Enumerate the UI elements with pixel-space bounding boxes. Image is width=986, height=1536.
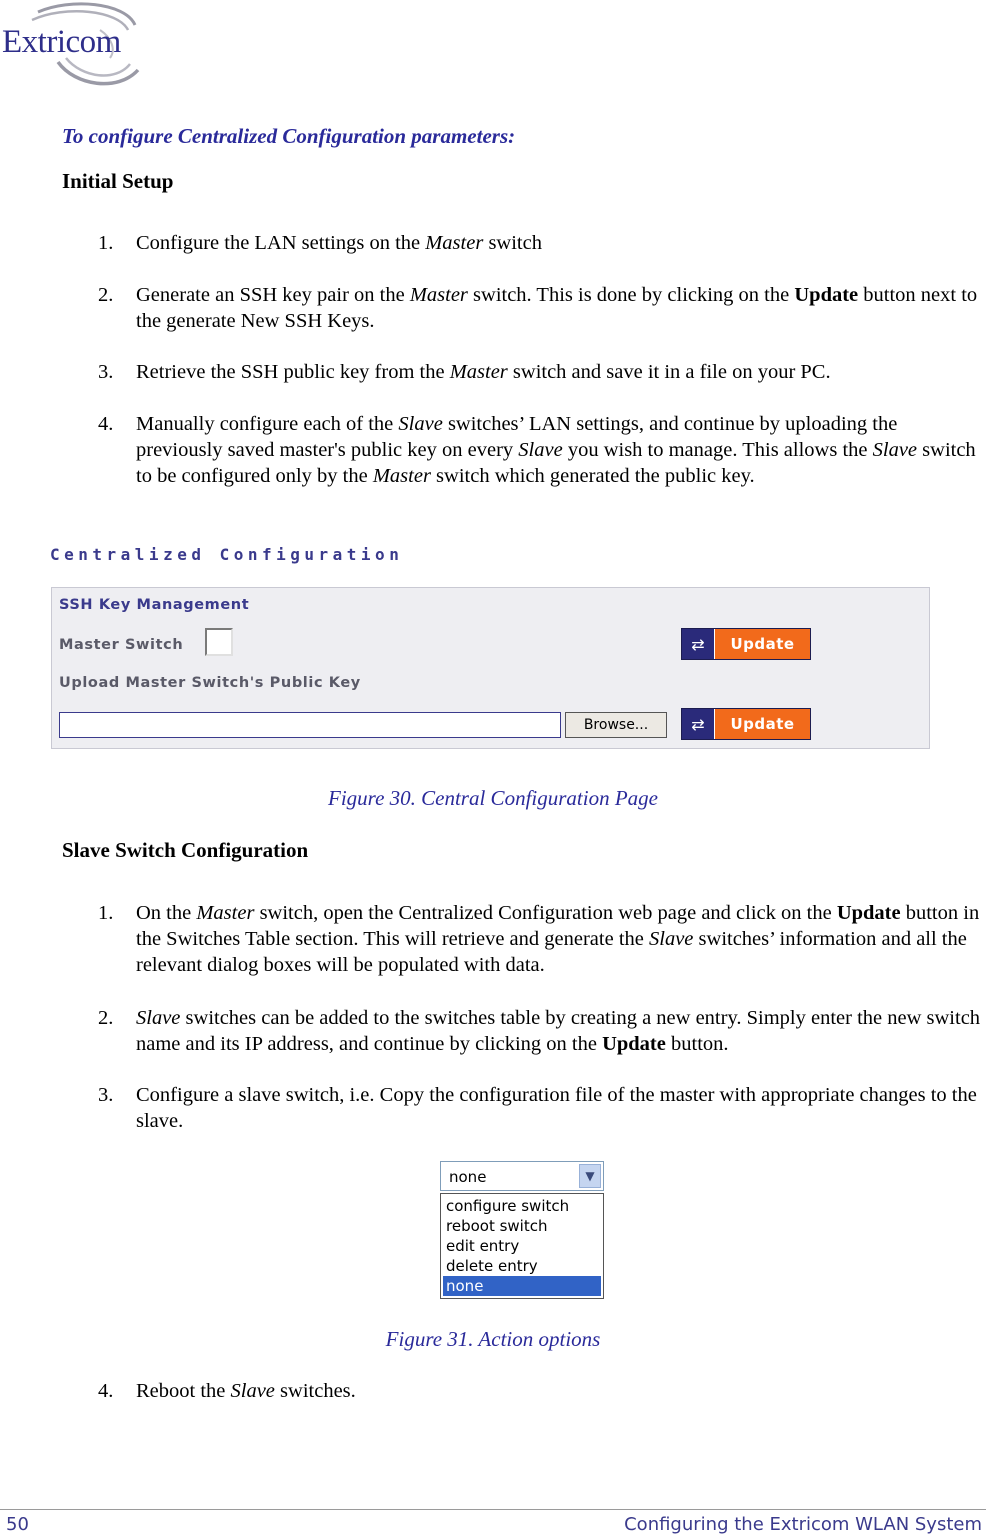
action-select-value: none (449, 1168, 487, 1186)
update-button-label: Update (715, 709, 810, 739)
step-number: 4. (98, 413, 114, 435)
browse-button[interactable]: Browse... (565, 712, 667, 738)
upload-public-key-label: Upload Master Switch's Public Key (59, 675, 361, 691)
footer-title: Configuring the Extricom WLAN System (624, 1514, 982, 1535)
step-text: Slave switches can be added to the switches table by creating a new entry. Simply enter the new switch name and its IP address, and continue by clicking on the Update button. (136, 1007, 981, 1055)
extricom-logo (0, 0, 150, 95)
step-text: Retrieve the SSH public key from the Master switch and save it in a file on your PC. (136, 361, 831, 383)
step-number: 3. (98, 361, 114, 383)
action-options-list (440, 1193, 604, 1299)
step-text: Reboot the Slave switches. (136, 1380, 356, 1402)
footer-page-number: 50 (6, 1514, 29, 1535)
step-number: 2. (98, 1007, 114, 1029)
step-text: Configure a slave switch, i.e. Copy the configuration file of the master with appropriate changes to the slave. (136, 1084, 977, 1132)
action-option-delete-entry[interactable]: delete entry (446, 1257, 538, 1275)
action-option-reboot-switch[interactable]: reboot switch (446, 1217, 548, 1235)
ssh-key-management-heading: SSH Key Management (59, 597, 250, 613)
action-select[interactable] (440, 1161, 604, 1191)
update-arrows-icon: ⇄ (682, 709, 715, 739)
ssh-key-management-panel (51, 587, 930, 749)
master-switch-label: Master Switch (59, 637, 184, 653)
figure-31-caption: Figure 31. Action options (385, 1327, 601, 1351)
figure-30-caption: Figure 30. Central Configuration Page (328, 786, 658, 810)
slave-config-heading: Slave Switch Configuration (62, 838, 309, 862)
procedure-title: To configure Centralized Configuration parameters: (62, 124, 516, 148)
master-switch-checkbox[interactable] (205, 628, 233, 656)
centralized-config-title: Centralized Configuration (50, 545, 404, 564)
update-button-label: Update (715, 629, 810, 659)
public-key-file-input[interactable] (59, 712, 561, 738)
footer-divider (0, 1509, 986, 1510)
update-public-key-button[interactable] (681, 708, 811, 740)
action-option-none[interactable]: none (443, 1276, 601, 1296)
update-master-switch-button[interactable] (681, 628, 811, 660)
action-option-edit-entry[interactable]: edit entry (446, 1237, 520, 1255)
step-text: Generate an SSH key pair on the Master switch. This is done by clicking on the Update button next to the generate New SSH Keys. (136, 284, 978, 332)
action-dropdown (440, 1161, 604, 1299)
action-option-configure-switch[interactable]: configure switch (446, 1197, 570, 1215)
step-text: On the Master switch, open the Centralized Configuration web page and click on the Update button in the Switches Table section. This will retrieve and generate the Slave switches’ information and all the relevant dialog boxes will be populated with data. (136, 902, 980, 976)
step-number: 1. (98, 902, 114, 924)
logo-wordmark: Extricom (2, 24, 121, 60)
initial-setup-heading: Initial Setup (62, 169, 174, 193)
step-number: 3. (98, 1084, 114, 1106)
step-number: 1. (98, 232, 114, 254)
step-number: 4. (98, 1380, 114, 1402)
step-number: 2. (98, 284, 114, 306)
step-text: Manually configure each of the Slave switches’ LAN settings, and continue by uploading the previously saved master's public key on every Slave you wish to manage. This allows the Slave switch to be configured only by the Master switch which generated the public key. (136, 413, 976, 487)
chevron-down-icon[interactable]: ▼ (579, 1164, 601, 1188)
update-arrows-icon: ⇄ (682, 629, 715, 659)
step-text: Configure the LAN settings on the Master switch (136, 232, 542, 254)
